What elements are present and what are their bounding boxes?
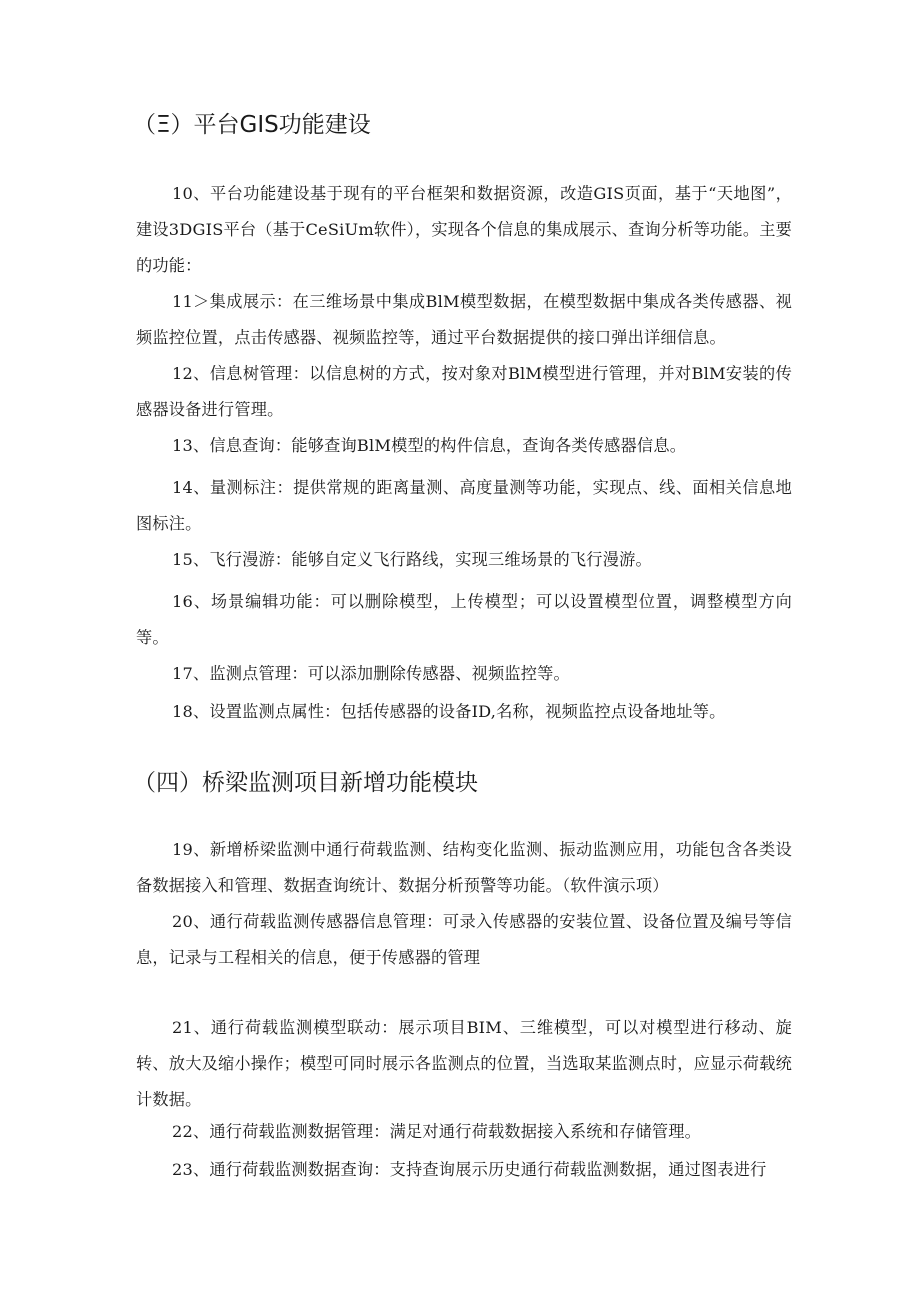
paragraph-17: 17、监测点管理：可以添加删除传感器、视频监控等。 [172, 664, 570, 683]
paragraph-15: 15、飞行漫游：能够自定义飞行路线，实现三维场景的飞行漫游。 [172, 550, 652, 569]
paragraph-21: 21、通行荷载监测模型联动：展示项目BIM、三维模型，可以对模型进行移动、旋转、放大及缩小操作；模型可同时展示各监测点的位置，当选取某监测点时，应显示荷载统计数据。 [136, 1018, 792, 1109]
paragraph-11: 11＞集成展示：在三维场景中集成BlM模型数据，在模型数据中集成各类传感器、视频监控位置，点击传感器、视频监控等，通过平台数据提供的接口弹出详细信息。 [136, 292, 792, 347]
paragraph-14: 14、量测标注：提供常规的距离量测、高度量测等功能，实现点、线、面相关信息地图标注。 [136, 478, 792, 533]
paragraph-12: 12、信息树管理：以信息树的方式，按对象对BlM模型进行管理，并对BlM安装的传感器设备进行管理。 [136, 364, 792, 419]
paragraph-20: 20、通行荷载监测传感器信息管理：可录入传感器的安装位置、设备位置及编号等信息，记录与工程相关的信息，便于传感器的管理 [136, 912, 792, 967]
section-heading-platform-gis: （Ξ）平台GIS功能建设 [133, 112, 371, 138]
paragraph-22: 22、通行荷载监测数据管理：满足对通行荷载数据接入系统和存储管理。 [172, 1122, 702, 1141]
paragraph-13: 13、信息查询：能够查询BlM模型的构件信息，查询各类传感器信息。 [172, 436, 687, 455]
paragraph-16: 16、场景编辑功能：可以删除模型，上传模型；可以设置模型位置，调整模型方向等。 [136, 592, 792, 647]
paragraph-10: 10、平台功能建设基于现有的平台框架和数据资源，改造GIS页面，基于“天地图”，建设3DGIS平台（基于CeSiUm软件），实现各个信息的集成展示、查询分析等功能。主要的功能： [136, 184, 792, 275]
section-heading-bridge-monitoring: （四）桥梁监测项目新增功能模块 [133, 770, 478, 796]
paragraph-19: 19、新增桥梁监测中通行荷载监测、结构变化监测、振动监测应用，功能包含各类设备数据接入和管理、数据查询统计、数据分析预警等功能。（软件演示项） [136, 840, 792, 895]
paragraph-23: 23、通行荷载监测数据查询：支持查询展示历史通行荷载监测数据，通过图表进行 [172, 1160, 767, 1179]
paragraph-18: 18、设置监测点属性：包括传感器的设备ID,名称，视频监控点设备地址等。 [172, 702, 726, 721]
